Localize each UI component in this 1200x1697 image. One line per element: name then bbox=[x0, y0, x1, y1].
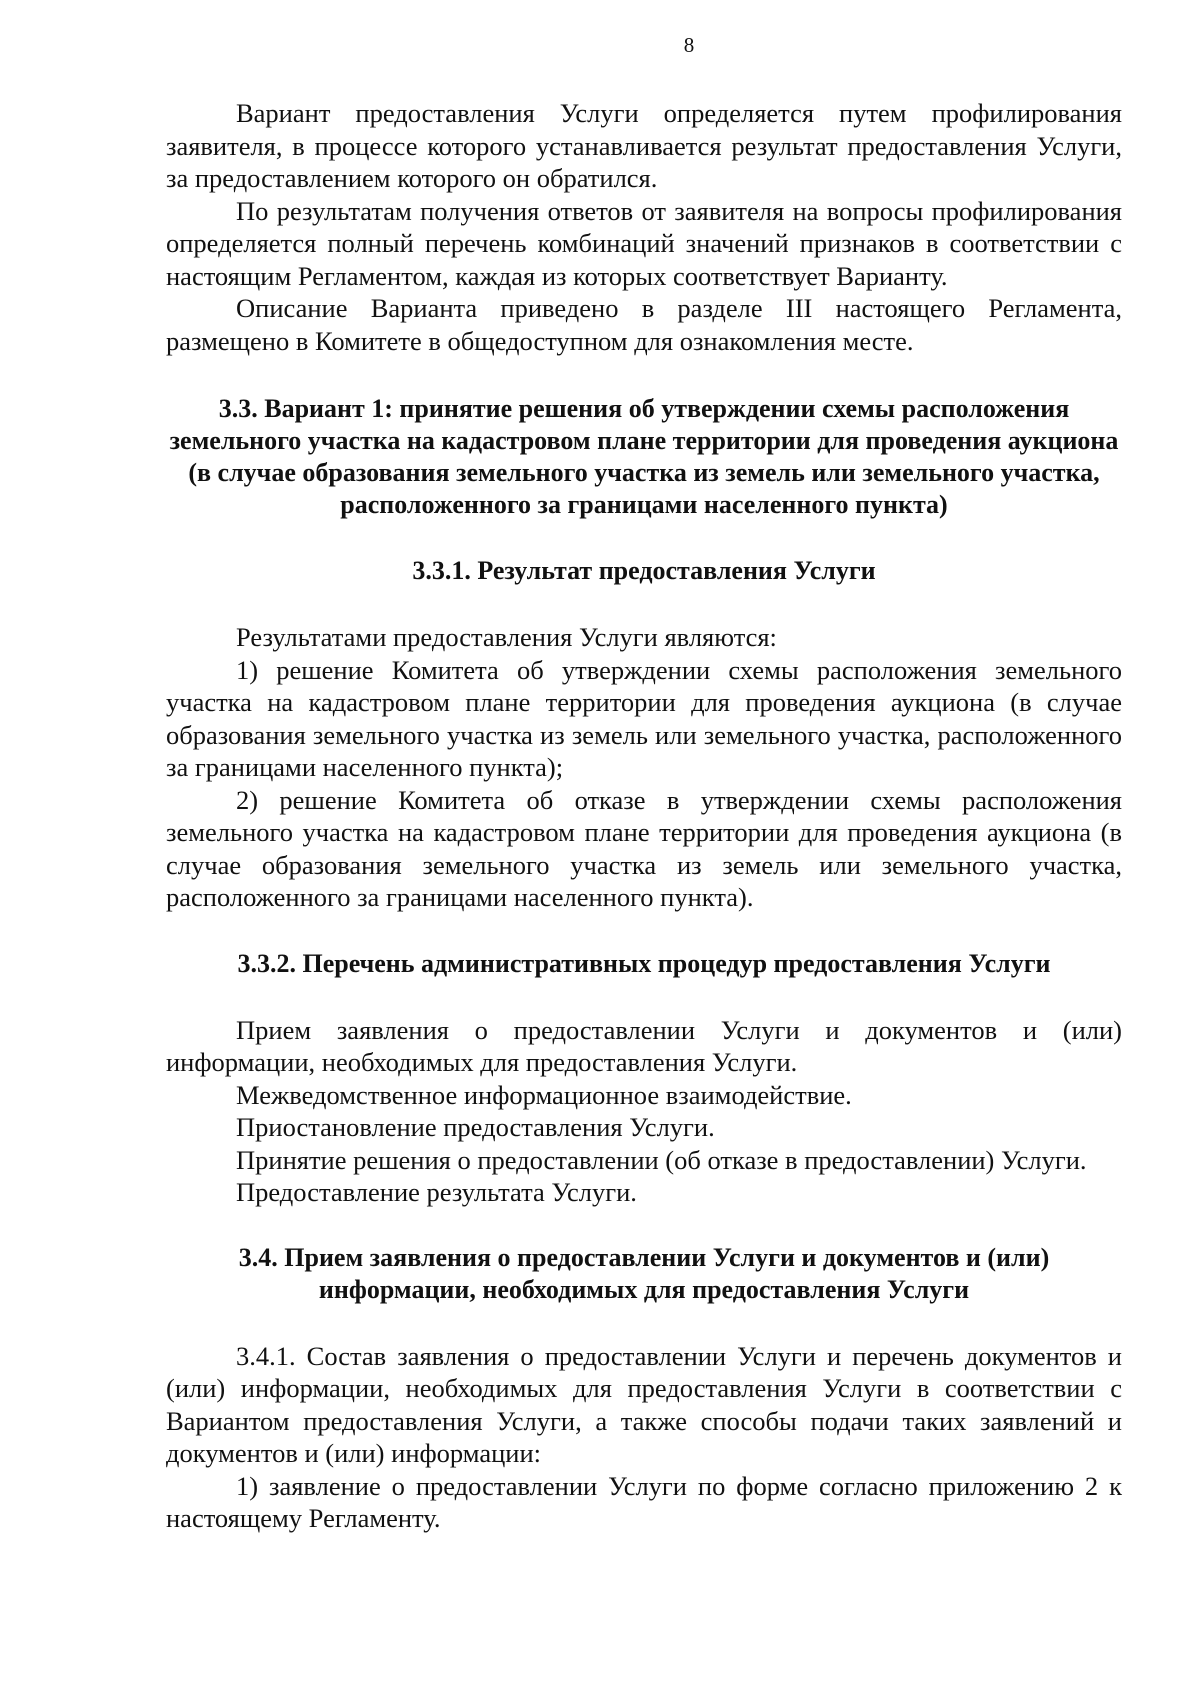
heading-3-3: 3.3. Вариант 1: принятие решения об утверждении схемы расположения земельного участка на кадастровом плане территории для проведения аукциона (в случае образования земельного участка из земель или земельного участка, расположенного за границами населенного пункта) bbox=[169, 394, 1119, 519]
intro-paragraph: Описание Варианта приведено в разделе III настоящего Регламента, размещено в Комитете в общедоступном для ознакомления месте. bbox=[166, 293, 1122, 356]
procedure-item: Приостановление предоставления Услуги. bbox=[236, 1112, 715, 1142]
procedure-item: Предоставление результата Услуги. bbox=[236, 1177, 637, 1207]
procedure-item: Прием заявления о предоставлении Услуги и документов и (или) информации, необходимых для предоставления Услуги. bbox=[166, 1014, 1122, 1077]
results-section bbox=[166, 621, 1122, 914]
results-paragraph: Результатами предоставления Услуги являются: bbox=[236, 622, 777, 652]
heading-3-4: 3.4. Прием заявления о предоставлении Услуги и документов и (или) информации, необходимых для предоставления Услуги bbox=[238, 1242, 1050, 1304]
intro-paragraph: Вариант предоставления Услуги определяется путем профилирования заявителя, в процессе которого устанавливается результат предоставления Услуги, за предоставлением которого он обратился. bbox=[166, 98, 1122, 193]
intro-paragraph: По результатам получения ответов от заявителя на вопросы профилирования определяется полный перечень комбинаций значений признаков в соответствии с настоящим Регламентом, каждая из которых соответствует Варианту. bbox=[166, 195, 1122, 291]
heading-3-3-2: 3.3.2. Перечень административных процедур предоставления Услуги bbox=[237, 948, 1051, 978]
page-number: 8 bbox=[683, 33, 695, 57]
procedures-section bbox=[166, 1014, 1122, 1209]
section-3-4-item: 1) заявление о предоставлении Услуги по форме согласно приложению 2 к настоящему Регламенту. bbox=[166, 1470, 1122, 1533]
results-item: 2) решение Комитета об отказе в утверждении схемы расположения земельного участка на кадастровом плане территории для проведения аукциона (в случае образования земельного участка из земель или земельного участка, расположенного за границами населенного пункта). bbox=[166, 784, 1122, 912]
procedure-item: Межведомственное информационное взаимодействие. bbox=[236, 1079, 852, 1110]
results-item: 1) решение Комитета об утверждении схемы расположения земельного участка на кадастровом плане территории для проведения аукциона (в случае образования земельного участка из земель или земельного участка, расположенного за границами населенного пункта); bbox=[166, 654, 1122, 782]
heading-3-3-1: 3.3.1. Результат предоставления Услуги bbox=[412, 556, 876, 585]
section-3-4 bbox=[166, 1340, 1122, 1535]
procedure-item: Принятие решения о предоставлении (об отказе в предоставлении) Услуги. bbox=[236, 1144, 1087, 1175]
section-3-4-paragraph: 3.4.1. Состав заявления о предоставлении Услуги и перечень документов и (или) информации, необходимых для предоставления Услуги в соответствии с Вариантом предоставления Услуги, а также способы подачи таких заявлений и документов и (или) информации: bbox=[166, 1340, 1122, 1468]
intro-section bbox=[166, 97, 1122, 357]
